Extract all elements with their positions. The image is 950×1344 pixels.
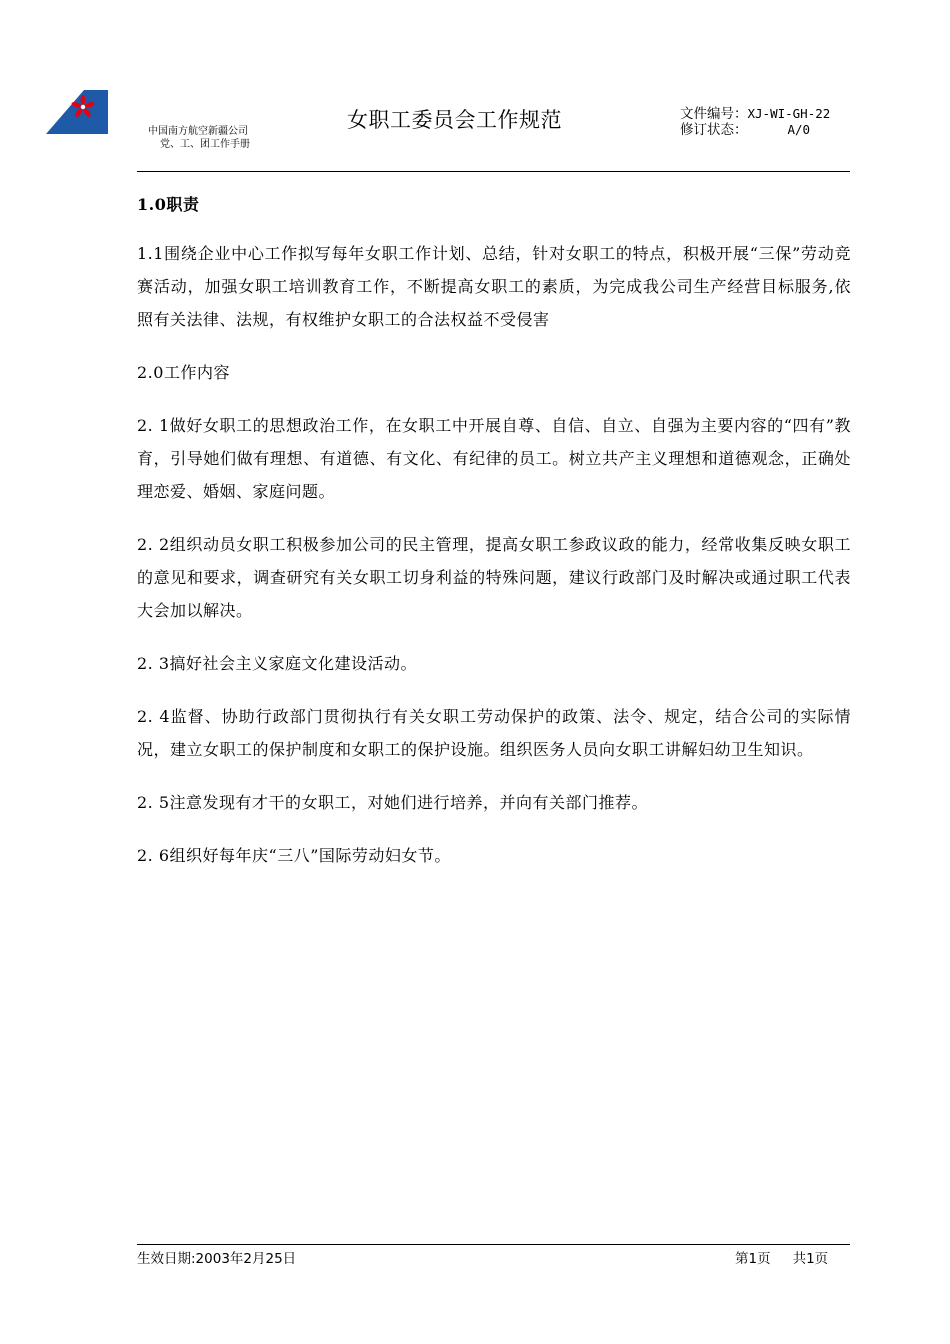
header-divider — [137, 171, 850, 172]
company-name — [148, 125, 250, 151]
doc-number-label: 文件编号： — [680, 106, 748, 122]
document-body — [137, 188, 851, 892]
paragraph-1-1: 1.1围绕企业中心工作拟写每年女职工作计划、总结，针对女职工的特点，积极开展“三保”劳动竞赛活动，加强女职工培训教育工作，不断提高女职工的素质，为完成我公司生产经营目标服务,依照有关法律、法规，有权维护女职工的合法权益不受侵害 — [137, 244, 851, 329]
document-title: 女职工委员会工作规范 — [347, 108, 562, 132]
revision-label: 修订状态： — [680, 122, 748, 138]
paragraph-2-2: 2. 2组织动员女职工积极参加公司的民主管理，提高女职工参政议政的能力，经常收集反映女职工的意见和要求，调查研究有关女职工切身利益的特殊问题，建议行政部门及时解决或通过职工代表大会加以解决。 — [137, 535, 851, 620]
document-meta — [680, 106, 830, 138]
paragraph-2-6: 2. 6组织好每年庆“三八”国际劳动妇女节。 — [137, 846, 451, 865]
footer-divider — [137, 1244, 850, 1245]
paragraph-2-3: 2. 3搞好社会主义家庭文化建设活动。 — [137, 654, 418, 673]
page-total: 共1页 — [792, 1251, 829, 1267]
doc-number-row — [680, 106, 830, 122]
paragraph-2-1: 2. 1做好女职工的思想政治工作，在女职工中开展自尊、自信、自立、自强为主要内容的“四有”教育，引导她们做有理想、有道德、有文化、有纪律的员工。树立共产主义理想和道德观念，正确处理恋爱、婚姻、家庭问题。 — [137, 416, 851, 501]
paragraph-2-4: 2. 4监督、协助行政部门贯彻执行有关女职工劳动保护的政策、法令、规定，结合公司的实际情况，建立女职工的保护制度和女职工的保护设施。组织医务人员向女职工讲解妇幼卫生知识。 — [137, 707, 851, 759]
section-heading-work-content: 2.0工作内容 — [137, 363, 230, 382]
paragraph-2-5: 2. 5注意发现有才干的女职工，对她们进行培养，并向有关部门推荐。 — [137, 793, 649, 812]
doc-number-value: XJ-WI-GH-22 — [747, 106, 831, 121]
revision-row — [680, 122, 830, 138]
revision-value: A/0 — [787, 122, 811, 137]
page-current: 第1页 — [735, 1251, 771, 1267]
china-southern-logo-icon — [42, 88, 110, 136]
company-line-2: 党、工、团工作手册 — [160, 139, 250, 150]
page-number — [735, 1247, 828, 1267]
effective-date: 生效日期:2003年2月25日 — [137, 1251, 297, 1267]
section-heading-responsibilities: 1.0职责 — [137, 195, 200, 214]
company-line-1: 中国南方航空新疆公司 — [148, 126, 248, 137]
